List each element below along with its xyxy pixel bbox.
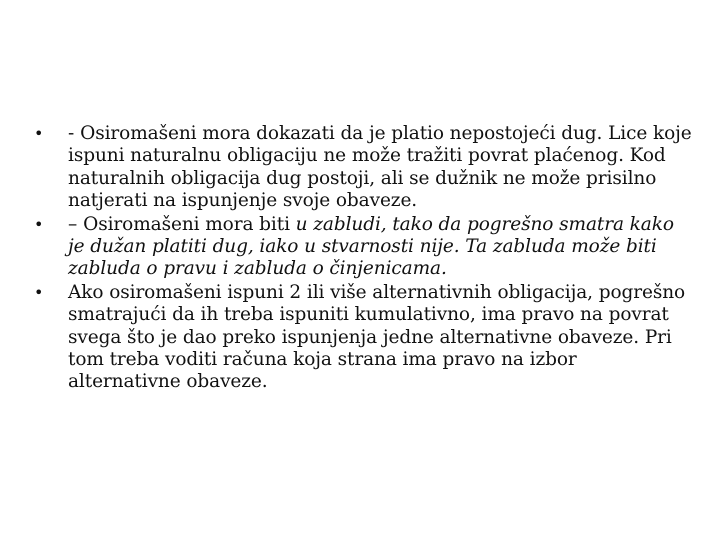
bullet-list <box>34 123 694 395</box>
bullet-dot-icon: • <box>34 214 44 234</box>
bullet-dot-icon: • <box>34 124 44 143</box>
bullet-text-plain: Osiromašeni mora biti <box>83 213 290 235</box>
bullet-dash: – <box>68 213 78 235</box>
bullet-item-1 <box>34 123 694 213</box>
bullet-text-italic: u zabludi, tako da pogrešno smatra kako je dužan platiti dug, iako u stvarnosti nije. Ta zabluda može biti zabluda o pravu i zabluda o činjenicama. <box>68 213 674 280</box>
bullet-dot-icon: • <box>34 282 44 302</box>
bullet-text: Ako osiromašeni ispuni 2 ili više alternativnih obligacija, pogrešno smatrajući da ih treba ispuniti kumulativno, ima pravo na povrat svega što je dao preko ispunjenja jedne alternativne obaveze. Pri tom treba voditi računa koja strana ima pravo na izbor alternativne obaveze. <box>68 281 686 393</box>
bullet-item-2 <box>34 214 694 281</box>
bullet-dash: - <box>68 123 75 144</box>
bullet-text: Osiromašeni mora dokazati da je platio nepostojeći dug. Lice koje ispuni naturalnu obligaciju ne može tražiti povrat plaćenog. Kod naturalnih obligacija dug postoji, ali se dužnik ne može prisilno natjerati na ispunjenje svoje obaveze. <box>68 123 692 212</box>
bullet-item-3 <box>34 282 694 394</box>
